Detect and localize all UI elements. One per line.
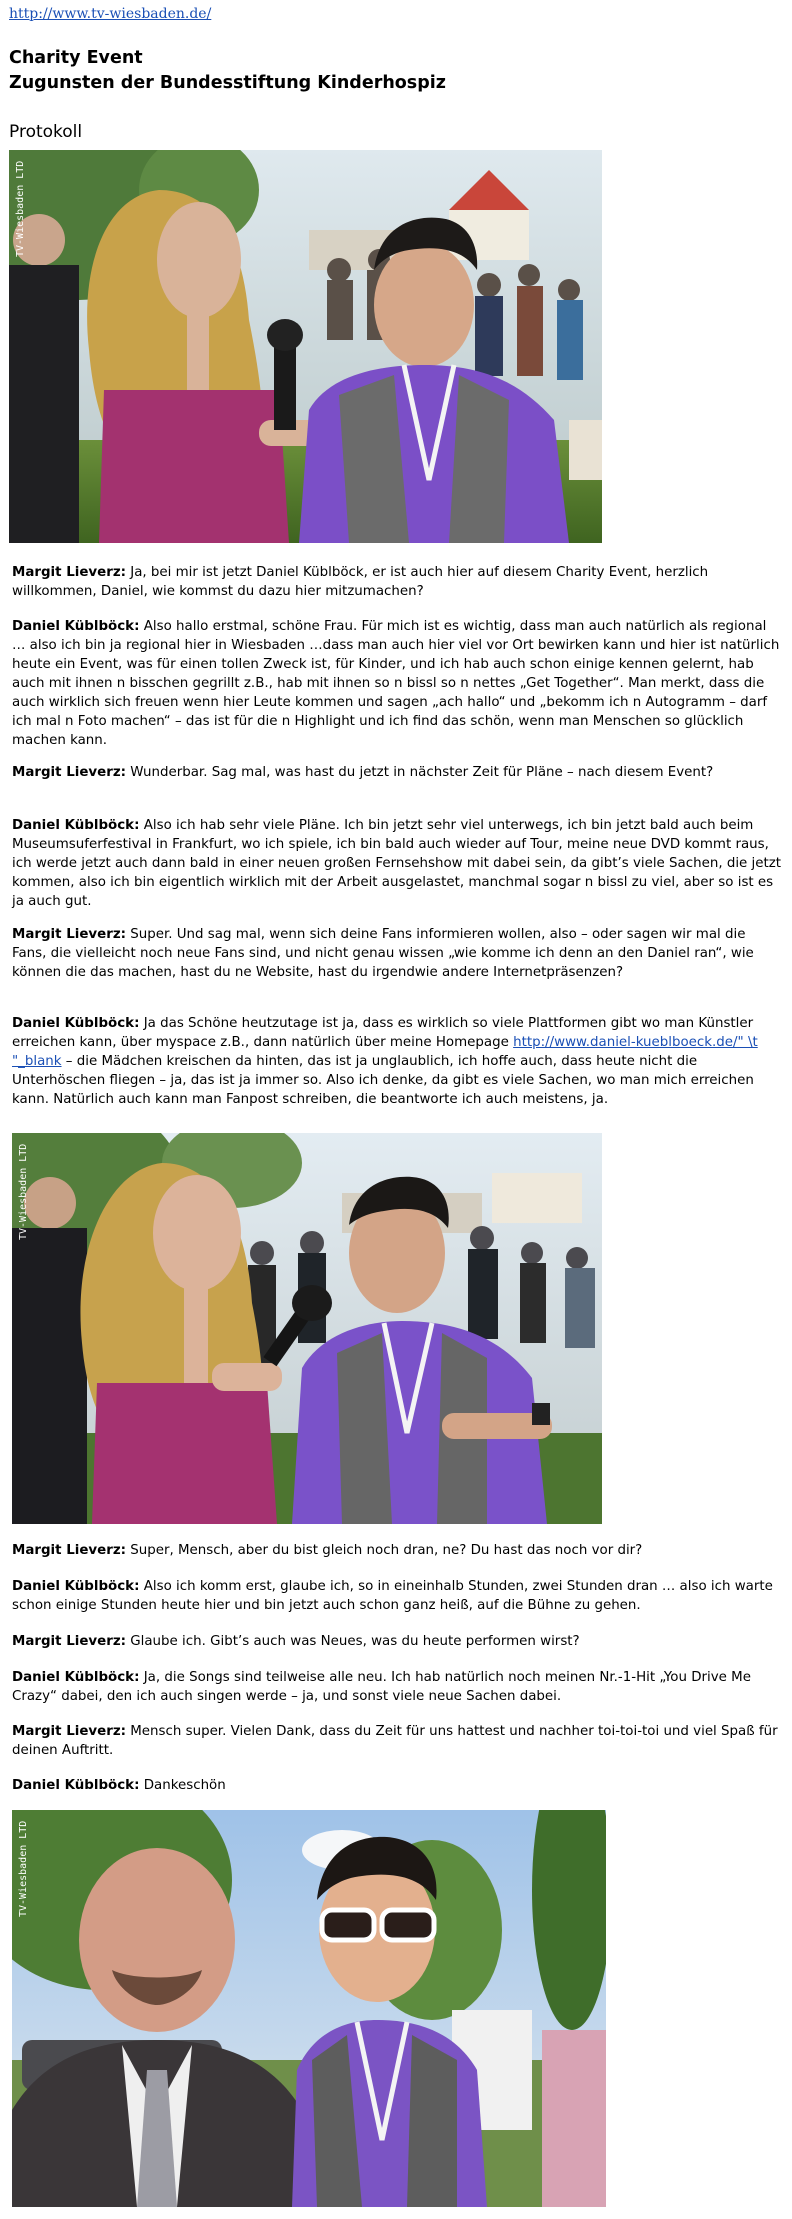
speaker-name: Margit Lieverz:: [12, 1543, 126, 1558]
speaker-name: Daniel Küblböck:: [12, 1016, 140, 1031]
paragraph-text: – die Mädchen kreischen da hinten, das ist ja unglaublich, ich hoffe auch, dass heute nicht die Unterhöschen fliegen – ja, das ist ja immer so. Also ich denke, da gibt es viele Sachen, wo man mich erreichen kann. Natürlich auch kann man Fanpost schreiben, die beantworte ich auch meistens, ja.: [12, 1054, 754, 1107]
paragraph-text: Dankeschön: [139, 1778, 226, 1793]
speaker-name: Margit Lieverz:: [12, 1724, 126, 1739]
paragraph-text: Super, Mensch, aber du bist gleich noch dran, ne? Du hast das noch vor dir?: [125, 1543, 643, 1558]
interview-photo-2: [12, 1133, 602, 1524]
watermark-text: TV-Wiesbaden LTD: [15, 160, 26, 257]
interview-paragraph: [12, 1668, 784, 1706]
section-heading: Protokoll: [9, 122, 83, 142]
watermark-text: TV-Wiesbaden LTD: [18, 1143, 29, 1240]
paragraph-text: Super. Und sag mal, wenn sich deine Fans informieren wollen, also – oder sagen wir mal die Fans, die vielleicht noch neue Fans sind, und nicht genau wissen „wie komme ich denn an den Daniel ran“, wie können die das machen, hast du ne Website, hast du irgendwie andere Internetpräsenzen?: [12, 927, 754, 980]
interview-paragraph: [12, 1776, 784, 1795]
paragraph-text: Also ich komm erst, glaube ich, so in eineinhalb Stunden, zwei Stunden dran … also ich warte schon einige Stunden heute hier und bin jetzt auch schon ganz heiß, auf die Bühne zu gehen.: [12, 1579, 773, 1613]
source-link[interactable]: http://www.tv-wiesbaden.de/: [9, 6, 212, 22]
interview-paragraph: [12, 1722, 784, 1760]
paragraph-text: Mensch super. Vielen Dank, dass du Zeit für uns hattest und nachher toi-toi-toi und viel Spaß für deinen Auftritt.: [12, 1724, 778, 1758]
interview-paragraph: [12, 1577, 784, 1615]
paragraph-text: Ja, die Songs sind teilweise alle neu. Ich hab natürlich noch meinen Nr.-1-Hit „You Drive Me Crazy“ dabei, den ich auch singen werde – ja, und sonst viele neue Sachen dabei.: [12, 1670, 751, 1704]
interview-paragraph: [12, 563, 784, 601]
homepage-link[interactable]: http://www.daniel-kueblboeck.de/" \t "_blank: [12, 1035, 758, 1069]
paragraph-text: Ja das Schöne heutzutage ist ja, dass es wirklich so viele Plattformen gibt wo man Künstler erreichen kann, über myspace z.B., dann natürlich über meine Homepage: [12, 1016, 754, 1050]
paragraph-text: Glaube ich. Gibt’s auch was Neues, was du heute performen wirst?: [125, 1634, 580, 1649]
interview-photo-1: [9, 150, 602, 543]
portrait-photo: [12, 1810, 606, 2207]
speaker-name: Daniel Küblböck:: [12, 818, 140, 833]
speaker-name: Margit Lieverz:: [12, 565, 126, 580]
speaker-name: Margit Lieverz:: [12, 1634, 126, 1649]
watermark-text: TV-Wiesbaden LTD: [18, 1820, 29, 1917]
speaker-name: Margit Lieverz:: [12, 765, 126, 780]
speaker-name: Daniel Küblböck:: [12, 1670, 140, 1685]
interview-paragraph: [12, 617, 784, 750]
paragraph-text: Ja, bei mir ist jetzt Daniel Küblböck, er ist auch hier auf diesem Charity Event, herzlich willkommen, Daniel, wie kommst du dazu hier mitzumachen?: [12, 565, 709, 599]
interview-paragraph: [12, 1541, 784, 1560]
speaker-name: Margit Lieverz:: [12, 927, 126, 942]
title-line-2: Zugunsten der Bundesstiftung Kinderhospiz: [9, 73, 446, 93]
interview-paragraph: [12, 925, 784, 982]
paragraph-text: Also ich hab sehr viele Pläne. Ich bin jetzt sehr viel unterwegs, ich bin jetzt bald auch beim Museumsuferfestival in Frankfurt, wo ich spiele, ich bin bald auch wieder auf Tour, meine neue DVD kommt raus, ich werde jetzt auch dann bald in einer neuen großen Fernsehshow mit dabei sein, da gibt’s viele Sachen, die jetzt kommen, also ich bin eigentlich wirklich mit der Arbeit ausgelastet, manchmal sogar n bissl zu viel, aber so ist es ja auch gut.: [12, 818, 782, 909]
paragraph-text: Also hallo erstmal, schöne Frau. Für mich ist es wichtig, dass man auch natürlich als regional … also ich bin ja regional hier in Wiesbaden …dass man auch hier viel vor Ort bewirken kann und hier ist natürlich heute ein Event, was für einen tollen Zweck ist, für Kinder, und ich hab auch schon einige kennen gelernt, hab auch mit ihnen n bisschen gegrillt z.B., hab mit ihnen so n bissl so n nettes „Get Together“. Man merkt, dass die auch wirklich sich freuen wenn hier Leute kommen und sagen „ach hallo“ und „bekomm ich n Autogramm – darf ich mal n Foto machen“ – das ist für die n Highlight und ich find das schön, wenn man Menschen so glücklich machen kann.: [12, 619, 780, 748]
interview-paragraph: [12, 816, 784, 911]
speaker-name: Daniel Küblböck:: [12, 1579, 140, 1594]
page-title: [9, 46, 446, 96]
paragraph-text: Wunderbar. Sag mal, was hast du jetzt in nächster Zeit für Pläne – nach diesem Event?: [125, 765, 714, 780]
interview-paragraph: [12, 763, 784, 782]
speaker-name: Daniel Küblböck:: [12, 619, 140, 634]
speaker-name: Daniel Küblböck:: [12, 1778, 140, 1793]
title-line-1: Charity Event: [9, 48, 143, 68]
interview-paragraph: [12, 1632, 784, 1651]
interview-paragraph: [12, 1014, 784, 1109]
